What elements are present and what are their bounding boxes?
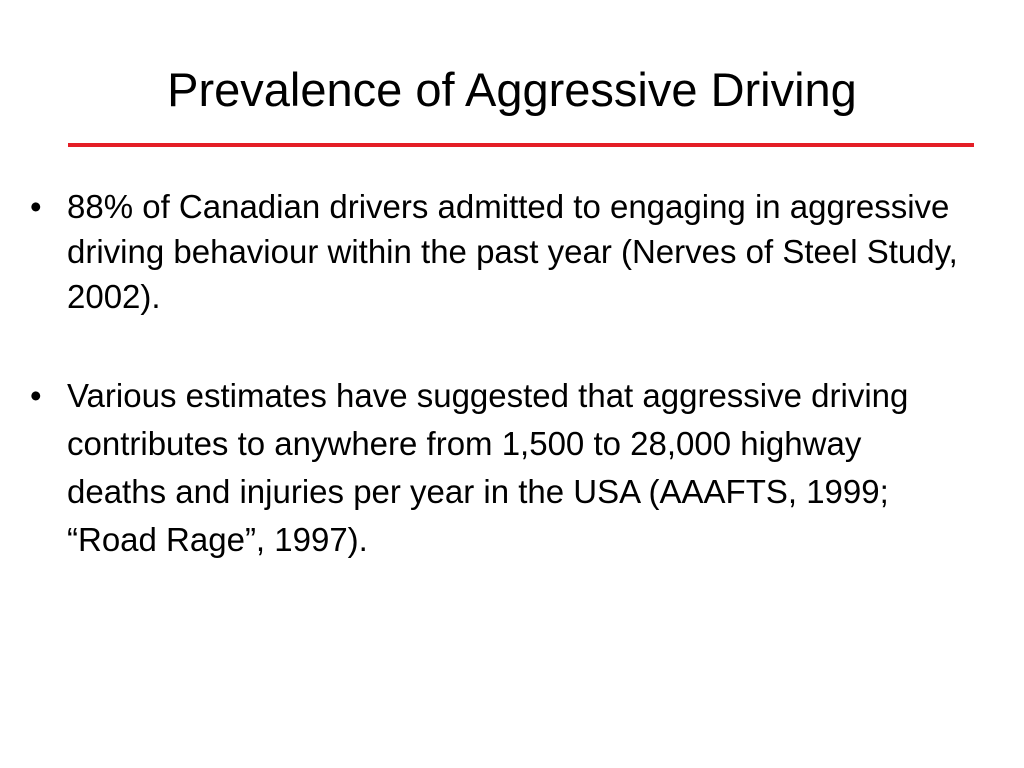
- bullet-text: 88% of Canadian drivers admitted to engaging in aggressive driving behaviour within the past year (Nerves of Steel Study, 2002).: [67, 188, 958, 315]
- bullet-item: [0, 372, 967, 564]
- bullet-item: [0, 184, 967, 319]
- title-underline: [68, 143, 974, 147]
- slide-title: Prevalence of Aggressive Driving: [167, 63, 857, 116]
- bullet-text: Various estimates have suggested that aggressive driving contributes to anywhere from 1,500 to 28,000 highway deaths and injuries per year in the USA (AAAFTS, 1999; “Road Rage”, 1997).: [67, 377, 909, 558]
- bullet-list: [0, 184, 1024, 564]
- bullet-marker: •: [30, 188, 42, 225]
- bullet-marker: •: [30, 377, 42, 414]
